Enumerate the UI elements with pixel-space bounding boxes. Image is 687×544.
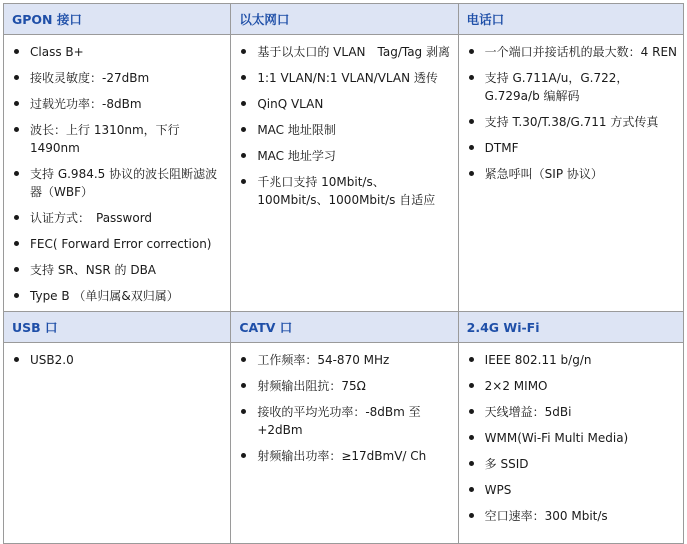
header-row xyxy=(4,312,684,343)
feature-item: DTMF xyxy=(467,139,677,157)
feature-list xyxy=(4,343,230,375)
feature-list xyxy=(231,343,457,471)
feature-item: 波长：上行 1310nm，下行 1490nm xyxy=(12,121,224,157)
section-content-cell xyxy=(231,35,458,312)
feature-item: QinQ VLAN xyxy=(239,95,451,113)
content-row xyxy=(4,343,684,544)
feature-item: Type B （单归属&双归属） xyxy=(12,287,224,305)
feature-item: 千兆口支持 10Mbit/s、100Mbit/s、1000Mbit/s 自适应 xyxy=(239,173,451,209)
feature-item: MAC 地址限制 xyxy=(239,121,451,139)
spec-sheet xyxy=(3,3,684,544)
feature-item: USB2.0 xyxy=(12,351,224,369)
section-header-cell xyxy=(231,312,458,343)
section-header-cell xyxy=(4,4,231,35)
section-header-cell xyxy=(231,4,458,35)
section-title: USB 口 xyxy=(12,320,58,335)
feature-item: 过载光功率：-8dBm xyxy=(12,95,224,113)
feature-list xyxy=(459,35,683,189)
spec-table xyxy=(3,3,684,544)
feature-item: 射频输出功率：≥17dBmV/ Ch xyxy=(239,447,451,465)
content-row xyxy=(4,35,684,312)
feature-item: 2×2 MIMO xyxy=(467,377,677,395)
feature-list xyxy=(231,35,457,215)
feature-item: 基于以太口的 VLAN Tag/Tag 剥离 xyxy=(239,43,451,61)
feature-item: 接收的平均光功率：-8dBm 至+2dBm xyxy=(239,403,451,439)
section-header-cell xyxy=(4,312,231,343)
feature-item: WPS xyxy=(467,481,677,499)
feature-item: 射频输出阻抗：75Ω xyxy=(239,377,451,395)
feature-item: WMM(Wi-Fi Multi Media) xyxy=(467,429,677,447)
section-title: 电话口 xyxy=(466,12,505,27)
feature-item: 支持 SR、NSR 的 DBA xyxy=(12,261,224,279)
section-content-cell xyxy=(458,35,683,312)
feature-item: 天线增益：5dBi xyxy=(467,403,677,421)
feature-list xyxy=(459,343,683,531)
feature-item: Class B+ xyxy=(12,43,224,61)
section-title: CATV 口 xyxy=(239,320,293,335)
feature-item: 一个端口并接话机的最大数：4 REN xyxy=(467,43,677,61)
section-title: 2.4G Wi-Fi xyxy=(466,320,540,335)
feature-item: 1:1 VLAN/N:1 VLAN/VLAN 透传 xyxy=(239,69,451,87)
feature-item: MAC 地址学习 xyxy=(239,147,451,165)
feature-item: IEEE 802.11 b/g/n xyxy=(467,351,677,369)
feature-list xyxy=(4,35,230,311)
feature-item: 紧急呼叫（SIP 协议） xyxy=(467,165,677,183)
feature-item: FEC( Forward Error correction) xyxy=(12,235,224,253)
feature-item: 工作频率：54-870 MHz xyxy=(239,351,451,369)
feature-item: 支持 T.30/T.38/G.711 方式传真 xyxy=(467,113,677,131)
section-title: GPON 接口 xyxy=(12,12,82,27)
section-header-cell xyxy=(458,312,683,343)
feature-item: 接收灵敏度：-27dBm xyxy=(12,69,224,87)
feature-item: 多 SSID xyxy=(467,455,677,473)
feature-item: 空口速率：300 Mbit/s xyxy=(467,507,677,525)
section-content-cell xyxy=(231,343,458,544)
section-content-cell xyxy=(458,343,683,544)
feature-item: 认证方式： Password xyxy=(12,209,224,227)
feature-item: 支持 G.711A/u，G.722，G.729a/b 编解码 xyxy=(467,69,677,105)
header-row xyxy=(4,4,684,35)
section-content-cell xyxy=(4,35,231,312)
section-header-cell xyxy=(458,4,683,35)
section-content-cell xyxy=(4,343,231,544)
section-title: 以太网口 xyxy=(239,12,290,27)
feature-item: 支持 G.984.5 协议的波长阻断滤波器（WBF） xyxy=(12,165,224,201)
